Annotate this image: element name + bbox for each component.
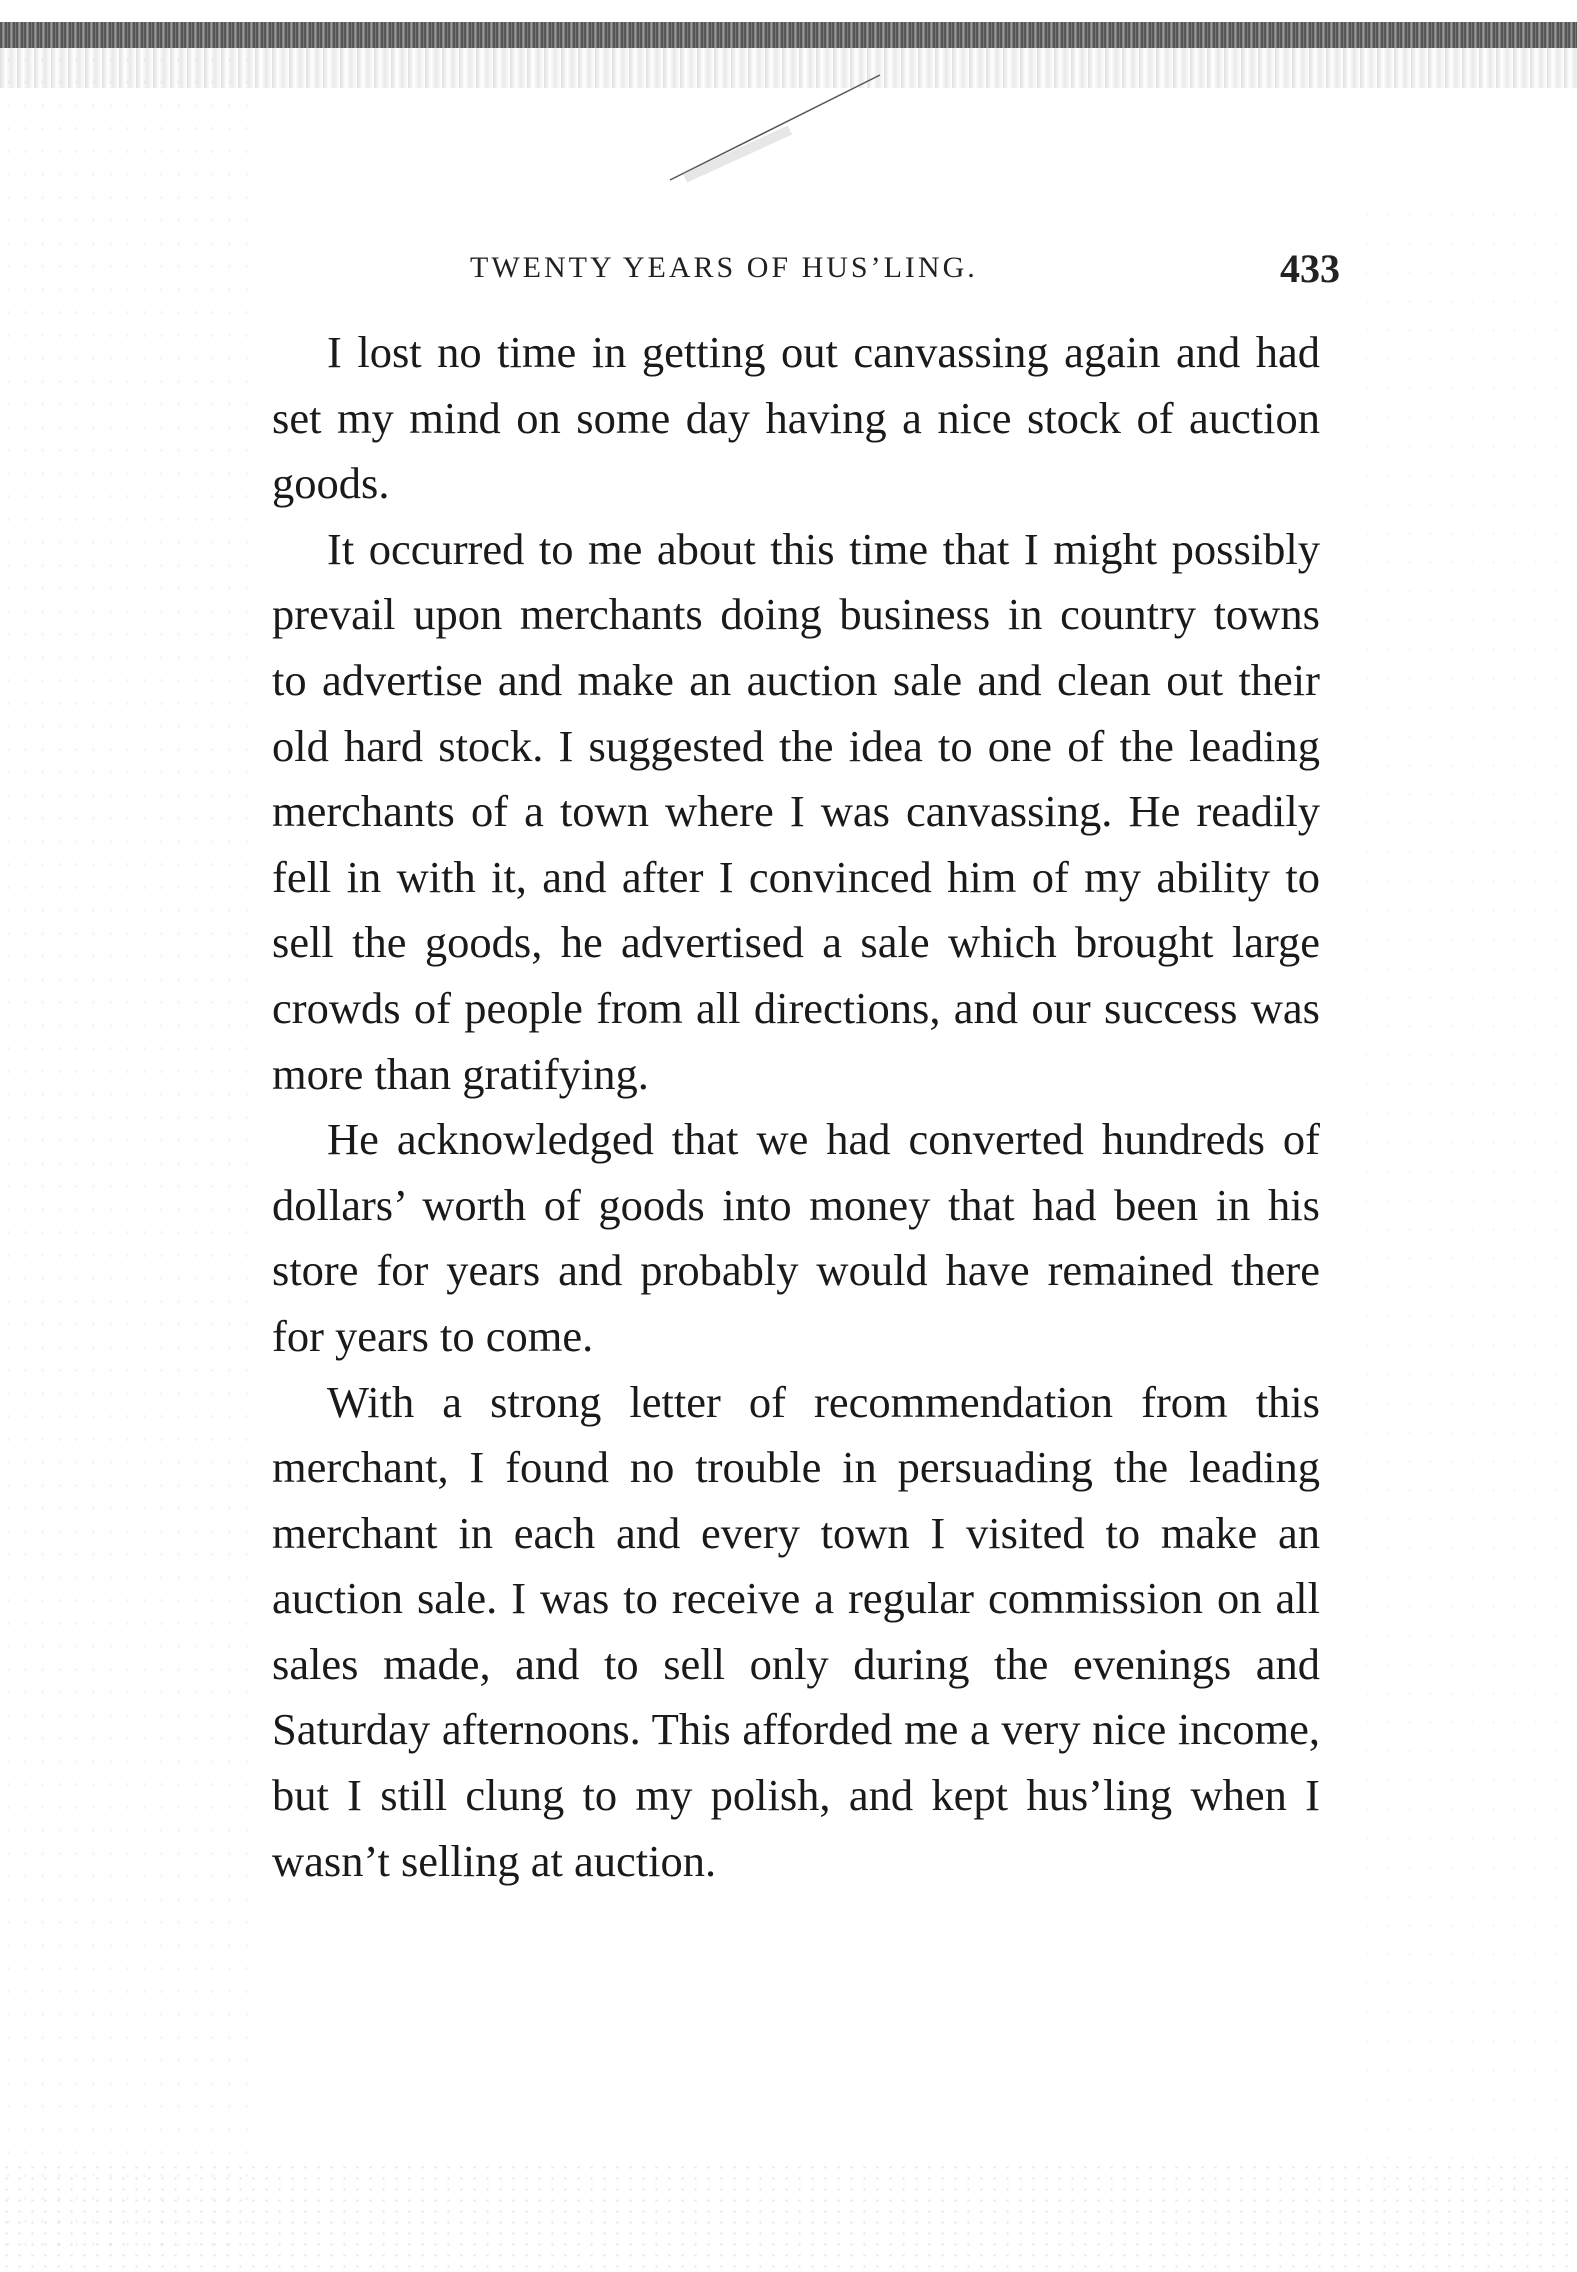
paragraph: He acknowledged that we had converted hundreds of dollars’ worth of goods into money that had been in his store for years and probably would have remained there for years to come. <box>272 1114 1320 1361</box>
scan-noise-bottom <box>0 2162 1577 2272</box>
paragraph: With a strong letter of recommendation from this merchant, I found no trouble in persuading the leading merchant in each and every town I visited to make an auction sale. I was to receive a regular commission on all sales made, and to sell only during the evenings and Saturday afternoons. This afforded me a very nice income, but I still clung to my polish, and kept hus’ling when I wasn’t selling at auction. <box>272 1376 1320 1886</box>
page-number: 433 <box>1280 246 1340 291</box>
running-head <box>470 245 1350 295</box>
scan-noise-right <box>1357 200 1577 2200</box>
scan-noise-left <box>0 48 260 2248</box>
paragraph: It occurred to me about this time that I might possibly prevail upon merchants doing business in country towns to advertise and make an auction sale and clean out their old hard stock. I suggested the idea to one of the leading merchants of a town where I was canvassing. He readily fell in with it, and after I convinced him of my ability to sell the goods, he advertised a sale which brought large crowds of people from all directions, and our success was more than gratifying. <box>272 523 1320 1099</box>
running-title: TWENTY YEARS OF HUS’LING. <box>470 251 978 284</box>
stray-pencil-mark <box>650 60 890 190</box>
body-text <box>272 320 1320 1894</box>
scan-top-border <box>0 22 1577 48</box>
paragraph: I lost no time in getting out canvassing again and had set my mind on some day having a nice stock of auction goods. <box>272 327 1320 509</box>
